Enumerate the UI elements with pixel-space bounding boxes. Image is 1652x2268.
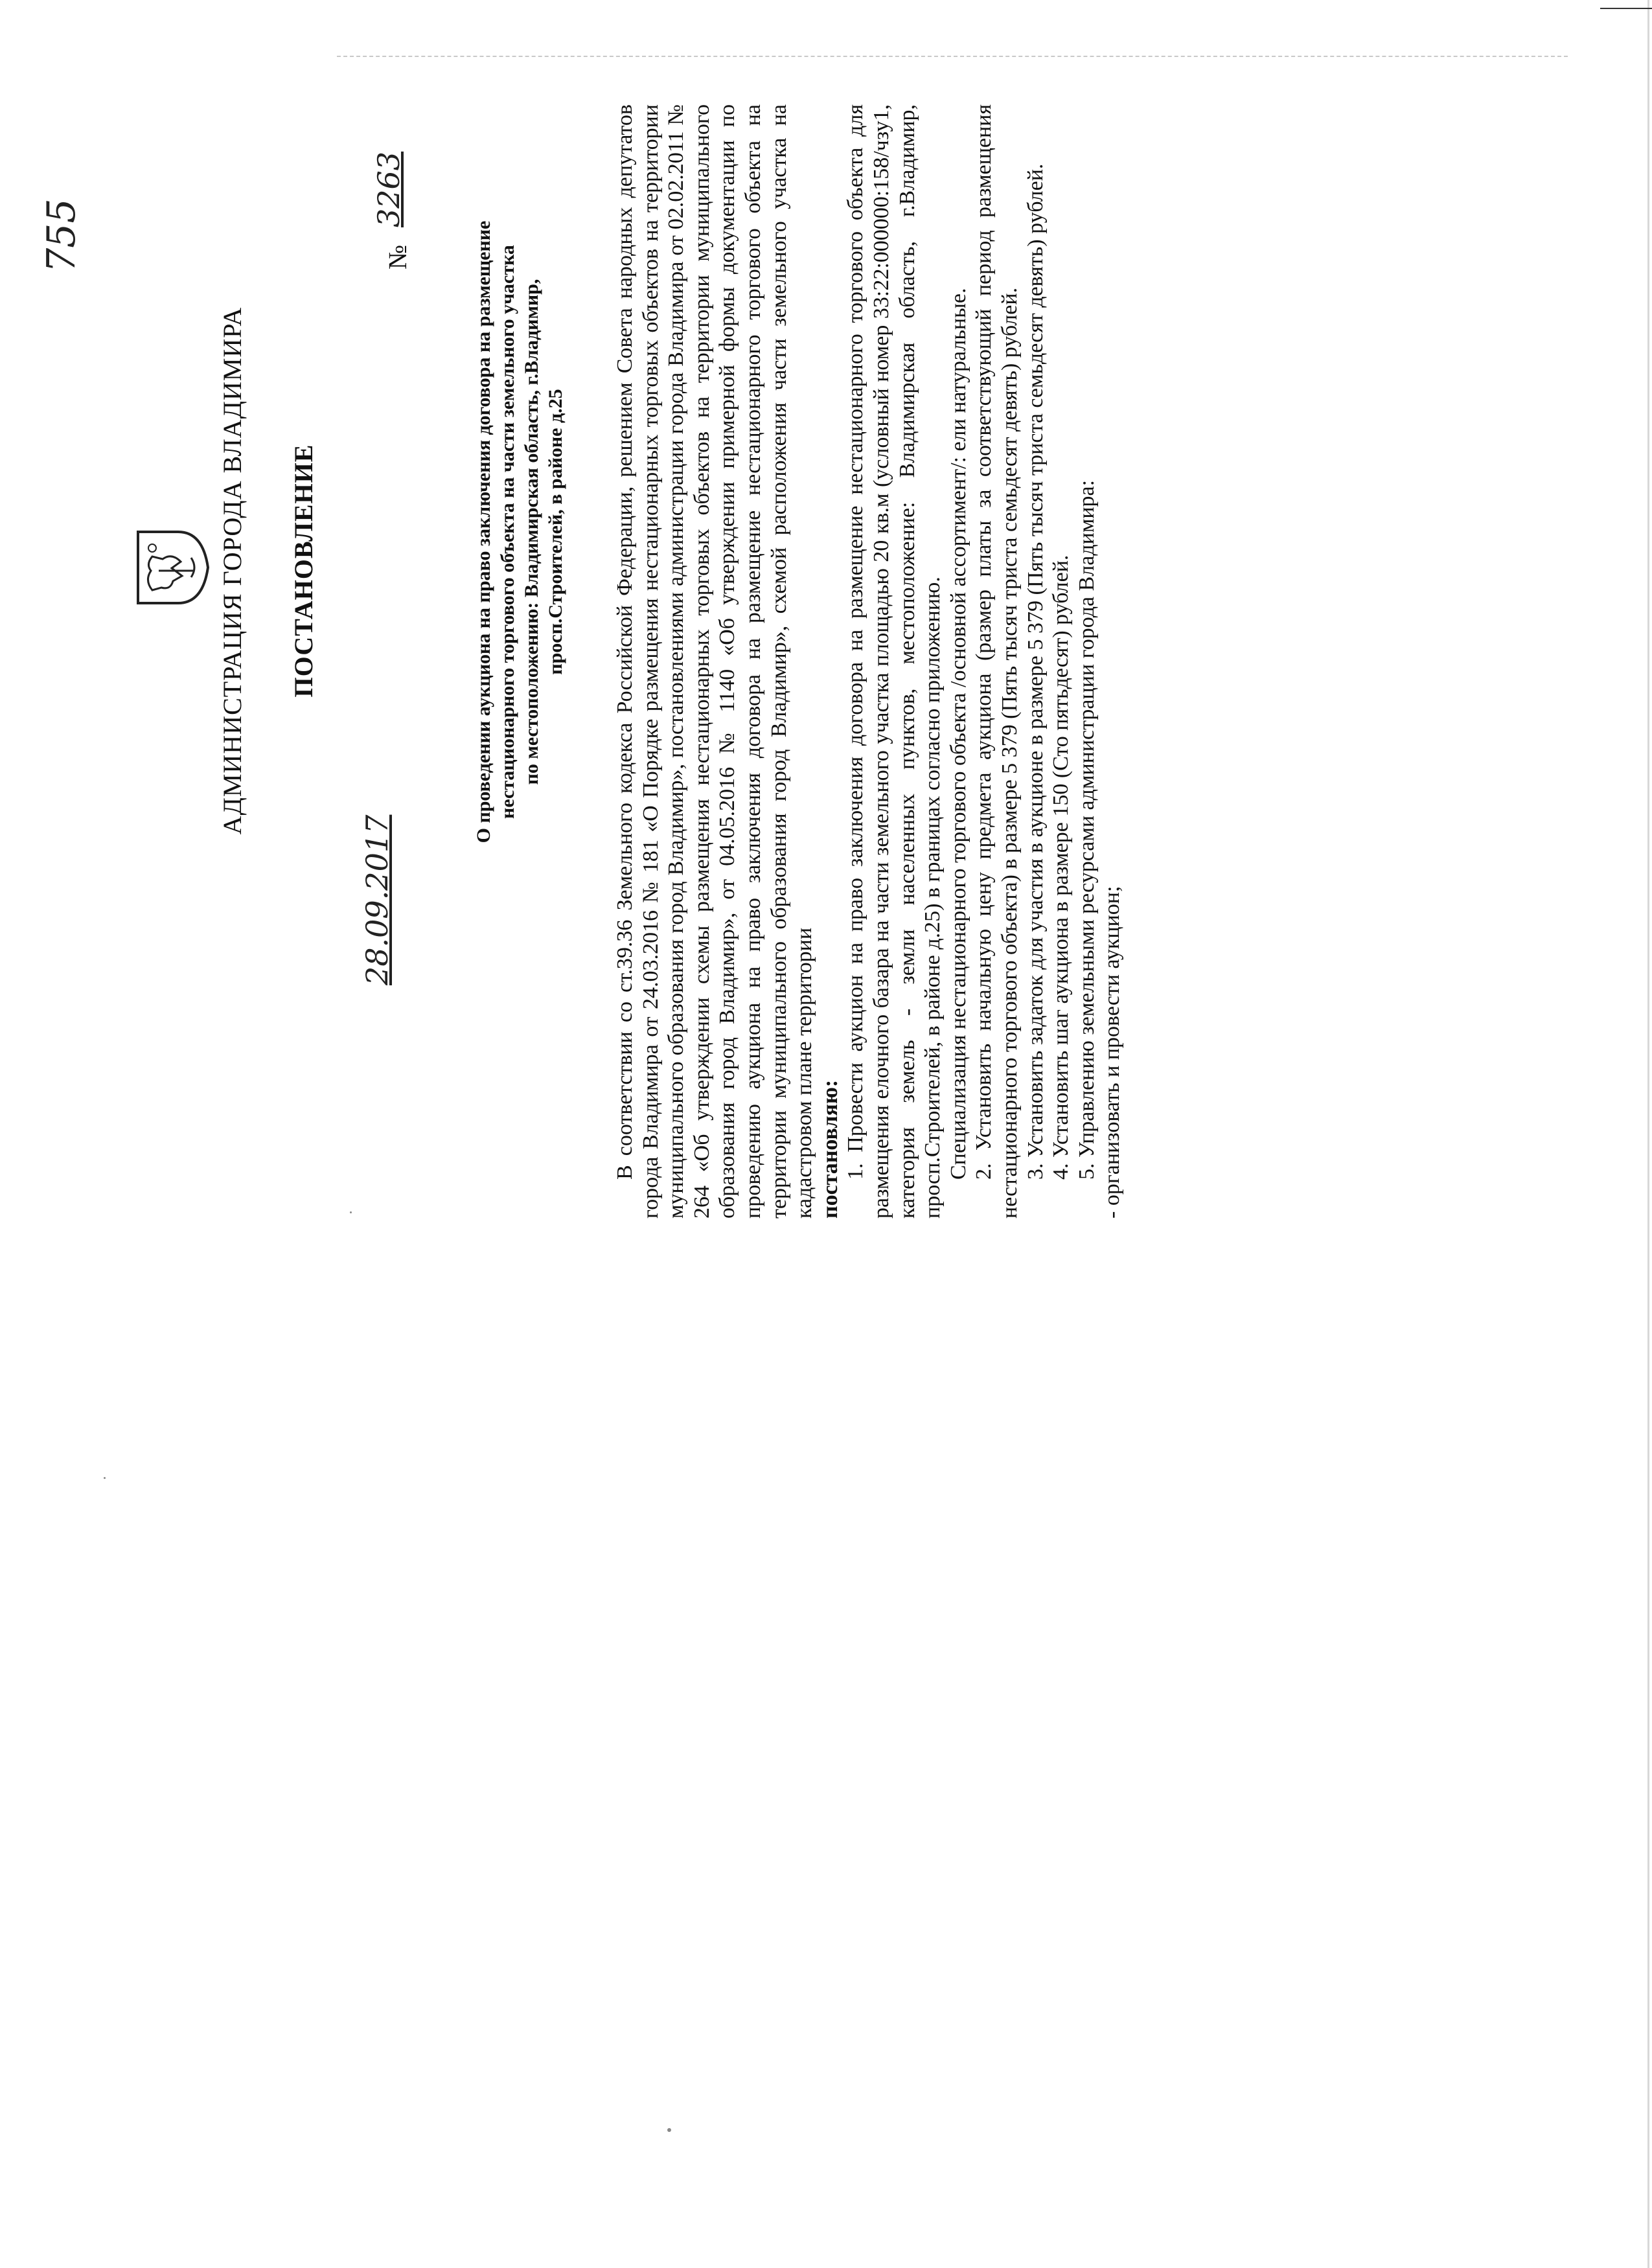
- subject-line: по местоположению: Владимирская область, г.Владимир,: [521, 279, 542, 785]
- subject-line: нестационарного торгового объекта на части земельного участка: [497, 245, 518, 819]
- scan-speck: [350, 1211, 352, 1213]
- scan-speck: [104, 1477, 106, 1479]
- item-paragraph: Специализация нестационарного торгового объекта /основной ассортимент/: ели натуральные.: [946, 288, 970, 1180]
- authority-title: АДМИНИСТРАЦИЯ ГОРОДА ВЛАДИМИРА: [218, 306, 247, 835]
- number-label: №: [383, 244, 412, 269]
- item-paragraph: 2. Установить начальную цену предмета аукциона (размер платы за соответствующий период размещения нестационарного торгового объекта) в размере 5 379 (Пять тысяч триста семьдесят девять) рублей.: [972, 104, 1022, 1219]
- document-type: ПОСТАНОВЛЕНИЕ: [289, 444, 318, 698]
- subject-line: О проведении аукциона на право заключения договора на размещение: [473, 220, 494, 843]
- item-paragraph: 4. Установить шаг аукциона в размере 150 (Сто пятьдесят) рублей.: [1049, 555, 1073, 1180]
- handwritten-page-number: 755: [39, 198, 84, 273]
- document-number: 3263: [371, 151, 406, 227]
- preamble-paragraph: В соответствии со ст.39.36 Земельного кодекса Российской Федерации, решением Совета народных депутатов города Владимира от 24.03.2016 № 181 «О Порядке размещения нестационарных торговых объектов на территории муниципального образования город Владимир», постановлениями администрации города Владимира от 02.02.2011 № 264 «Об утверждении схемы размещения нестационарных торговых объектов на территории муниципального образования город Владимир», от 04.05.2016 № 1140 «Об утверждении примерной формы документации по проведению аукциона на право заключения договора на размещение нестационарного торгового объекта на территории муниципального образования город Владимир», схемой расположения части земельного участка на кадастровом плане территории: [613, 104, 817, 1219]
- scan-speck: [667, 2128, 671, 2132]
- item-paragraph: - организовать и провести аукцион;: [1100, 886, 1125, 1219]
- subject-line: просп.Строителей, в районе д.25: [545, 389, 566, 675]
- item-paragraph: 5. Управлению земельными ресурсами администрации города Владимира:: [1074, 479, 1099, 1180]
- document-body: [612, 104, 1125, 1219]
- document-date: 28.09.2017: [360, 814, 395, 985]
- item-paragraph: 3. Установить задаток для участия в аукционе в размере 5 379 (Пять тысяч триста семьдесят девять) рублей.: [1023, 163, 1048, 1180]
- item-paragraph: 1. Провести аукцион на право заключения договора на размещение нестационарного торгового объекта для размещения елочного базара на части земельного участка площадью 20 кв.м (условный номер 33:22:000000:158/чзу1, категория земель - земли населенных пунктов, местоположение: Владимирская область, г.Владимир, просп.Строителей, в районе д.25) в границах согласно приложению.: [843, 104, 945, 1219]
- document-subject: [472, 182, 568, 882]
- coat-of-arms-icon: [133, 525, 211, 610]
- decree-word: постановляю:: [818, 1079, 842, 1219]
